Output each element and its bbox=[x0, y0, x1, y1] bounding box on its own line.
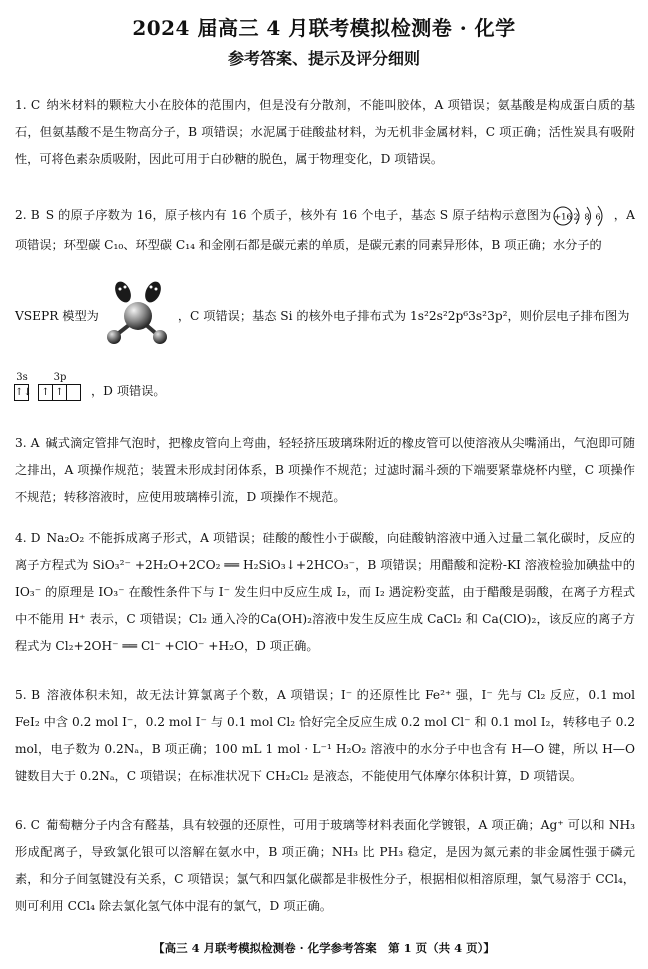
answer-explanation-part: ，C 项错误；基态 Si 的核外电子排布式为 1s²2s²2p⁶3s²3p²，则价层电子排布图为 bbox=[177, 308, 630, 323]
orbital-diagram bbox=[15, 372, 91, 401]
answer-item-2-orbital bbox=[15, 372, 635, 401]
page-subtitle: 参考答案、提示及评分细则 bbox=[227, 49, 420, 68]
shell-electrons-1: 2 bbox=[573, 212, 579, 221]
answer-explanation: 纳米材料的颗粒大小在胶体的范围内，但是没有分散剂，不能叫胶体，A 项错误；氨基酸是构成蛋白质的基石，但氨基酸不是生物高分子，B 项错误；水泥属于硅酸盐材料，为无机非金属材料，C 项正确；活性炭具有吸附性，可将色素杂质吸附，因此可用于白砂糖的脱色，属于物理变化，D 项错误。 bbox=[15, 98, 636, 166]
answer-explanation-part: ，A 项错误；环型碳 C₁₀、环型碳 C₁₄ 和金刚石都是碳元素的单质，是碳元素的同素异形体，B 项正确；水分子的 bbox=[15, 208, 635, 252]
orbital-3p-label: 3p bbox=[53, 372, 67, 383]
answer-explanation-part: S 的原子序数为 16，原子核内有 16 个质子，核外有 16 个电子，基态 S 原子结构示意图为 bbox=[45, 208, 552, 222]
answer-explanation: 碱式滴定管排气泡时，把橡皮管向上弯曲，轻轻挤压玻璃珠附近的橡皮管可以使溶液从尖嘴涌出，气泡即可随之排出，A 项操作规范；装置未形成封闭体系，B 项操作不规范；过滤时漏斗颈的下端要紧靠烧杯内壁，C 项操作不规范；转移溶液时，应使用玻璃棒引流，D 项操作不规范。 bbox=[15, 436, 635, 504]
orbital-box-3p-1: ↑ bbox=[38, 384, 53, 401]
page-footer: 【高三 4 月联考模拟检测卷 · 化学参考答案 第 1 页（共 4 页）】 bbox=[153, 941, 495, 955]
answer-number: 6. C bbox=[15, 818, 40, 832]
answer-number: 4. D bbox=[15, 531, 41, 545]
answer-number: 2. B bbox=[15, 208, 40, 222]
answer-item-6 bbox=[15, 812, 635, 920]
page-title: 2024 届高三 4 月联考模拟检测卷 · 化学 bbox=[132, 16, 516, 40]
answer-item-3 bbox=[15, 430, 635, 511]
answer-explanation-part: ，D 项错误。 bbox=[91, 384, 166, 398]
orbital-3s-label: 3s bbox=[16, 372, 28, 383]
sulfur-atom-structure-diagram bbox=[552, 204, 614, 228]
vsepr-label: VSEPR 模型为 bbox=[15, 308, 99, 323]
shell-electrons-2: 8 bbox=[584, 212, 590, 221]
answer-item-1 bbox=[15, 92, 635, 173]
answer-item-4 bbox=[15, 525, 635, 660]
answer-explanation: 溶液体积未知，故无法计算氯离子个数，A 项错误；I⁻ 的还原性比 Fe²⁺ 强，I⁻ 先与 Cl₂ 反应，0.1 mol FeI₂ 中含 0.2 mol I⁻，0.2 mol I⁻ 与 0.1 mol Cl₂ 恰好完全反应生成 0.2 mol Cl⁻ 和 0.1 mol I₂，转移电子 0.2 mol，电子数为 0.2Nₐ，B 项正确；100 mL 1 mol · L⁻¹ H₂O₂ 溶液中的水分子中也含有 H—O 键，所以 H—O 键数目大于 0.2Nₐ，C 项错误；在标准状况下 CH₂Cl₂ 是液态，不能使用气体摩尔体积计算，D 项错误。 bbox=[15, 688, 635, 783]
answer-number: 5. B bbox=[15, 688, 41, 702]
answer-item-2-continued bbox=[15, 278, 635, 353]
orbital-box-3p-3 bbox=[66, 384, 81, 401]
orbital-box-3s: ↑↓ bbox=[14, 384, 29, 401]
water-vsepr-model-icon bbox=[101, 278, 176, 353]
answer-number: 3. A bbox=[15, 436, 40, 450]
shell-electrons-3: 6 bbox=[595, 212, 601, 221]
answer-explanation: Na₂O₂ 不能拆成离子形式，A 项错误；硅酸的酸性小于碳酸，向硅酸钠溶液中通入过量二氧化碳时，反应的离子方程式为 SiO₃²⁻ +2H₂O+2CO₂ ══ H₂SiO₃↓+2HCO₃⁻，B 项错误；用醋酸和淀粉-KI 溶液检验加碘盐中的 IO₃⁻ 的原理是 IO₃⁻ 在酸性条件下与 I⁻ 发生归中反应生成 I₂，而 I₂ 遇淀粉变蓝，由于醋酸是弱酸，在离子方程式中不能用 H⁺ 表示，C 项错误；Cl₂ 通入冷的Ca(OH)₂溶液中发生反应生成 CaCl₂ 和 Ca(ClO)₂，该反应的离子方程式为 Cl₂+2OH⁻ ══ Cl⁻ +ClO⁻ +H₂O，D 项正确。 bbox=[15, 531, 635, 653]
atom-nucleus-label: +16 bbox=[553, 212, 572, 222]
answer-explanation: 葡萄糖分子内含有醛基，具有较强的还原性，可用于玻璃等材料表面化学镀银，A 项正确；Ag⁺ 可以和 NH₃ 形成配离子，导致氯化银可以溶解在氨水中，B 项正确；NH₃ 比 PH₃ 稳定，是因为氮元素的非金属性强于磷元素，和分子间氢键没有关系，C 项错误；氯气和四氯化碳都是非极性分子，根据相似相溶原理，氯气易溶于 CCl₄，则可利用 CCl₄ 除去氯化氢气体中混有的氯气，D 项正确。 bbox=[15, 818, 636, 913]
answer-item-5 bbox=[15, 682, 635, 790]
answer-number: 1. C bbox=[15, 98, 41, 112]
answer-item-2 bbox=[15, 200, 635, 260]
orbital-box-3p-2: ↑ bbox=[52, 384, 67, 401]
